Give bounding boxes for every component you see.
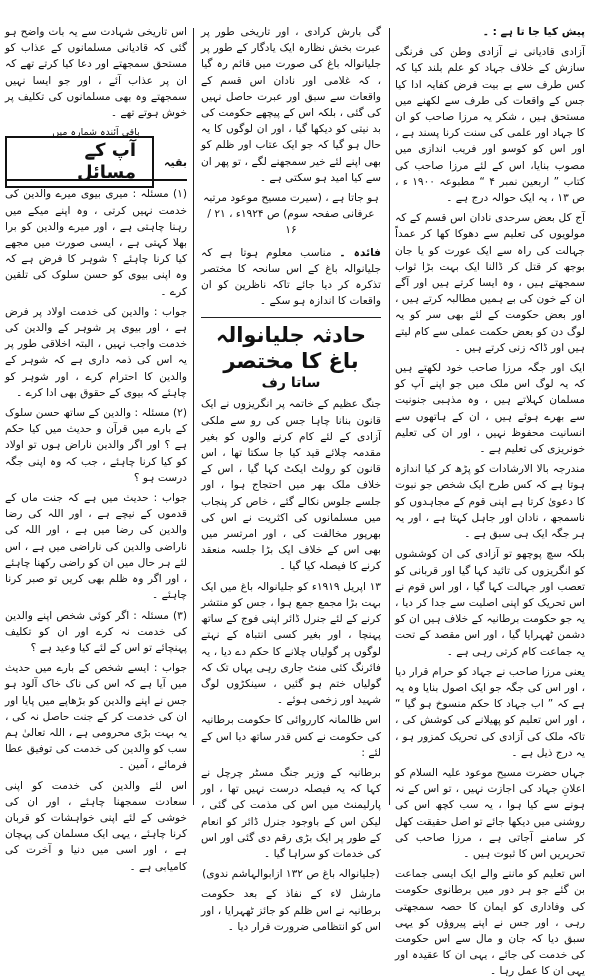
column-divider	[193, 28, 194, 805]
paragraph: اس ظالمانہ کارروائی کا حکومت برطانیہ کی حکومت نے کس قدر ساتھ دیا اس کے لئے :	[201, 714, 381, 759]
paragraph: اس تاریخی شہادت سے یہ بات واضح ہو گئی کہ قادیانی مسلمانوں کے عذاب کو مستحق سمجھتے اور دعا کیا کرتے تھے کہ ان پر عذاب آئے ، اور جو ایسا نہیں سمجھتے وہ بھی مسلمانوں کی تکلیف پر خوش ہوتے تھے ۔	[5, 26, 187, 120]
paragraph: جواب : حدیث میں ہے کہ جنت ماں کے قدموں کے نیچے ہے ، اور اللہ کی رضا والدین کی رضا میں ہے ، اور اللہ کی ناراضی والدین کی ناراضی میں ہے ، اس لئے ہر حال میں ان کو راضی رکھنا چاہئے ، اور اگر وہ ظلم بھی کریں تو صبر کرنا چاہئے ۔	[5, 492, 187, 602]
paragraph: (۱) مسئلہ : میری بیوی میرے والدین کی خدمت نہیں کرتی ، وہ اپنے میکے میں رہنا چاہتی ہے ، اور میرے والدین کو برا بھلا کہتی ہے ، ایسی صورت میں مجھے کیا کرنا چاہئے ؟ شوہر کا فرض ہے کہ وہ اپنی بیوی کو حسن سلوک کی تلقین کرے ۔	[5, 188, 187, 298]
continued-note: باقی آئندہ شمارہ میں	[52, 127, 140, 139]
article-byline: ساتا رف	[261, 375, 321, 392]
notice-text: مناسب معلوم ہوتا ہے کہ جلیانوالہ باغ کے اس سانحہ کا مختصر تذکرہ کر دیا جائے تاکہ ناظرین کو ان واقعات کا اندازہ ہو سکے ۔	[201, 246, 381, 308]
section-heading	[5, 140, 187, 184]
paragraph: مندرجہ بالا الارشادات کو پڑھ کر کیا اندازہ ہوتا ہے کہ کس طرح ایک شخص جو نبوت کا دعویٰ کرتا ہے اپنی قوم کے مجاہدوں کو ناسمجھ ، نادان اور جاہل کہتا ہے ، اور یہ ہر جگہ ایک ہی سبق ہے ۔	[395, 463, 585, 541]
citation-dateline: ہو جاتا ہے ، (سیرت مسیح موعود مرتبہ عرفانی صفحہ سوم) ص ۱۹۲۴ء ، ۲۱ / ۱۶	[203, 192, 379, 237]
middle-column	[196, 24, 386, 933]
citation: (جلیانوالہ باغ ص ۱۳۲ ازابوالہاشم ندوی)	[202, 868, 380, 881]
right-column	[390, 24, 590, 978]
paragraph: آج کل بعض سرحدی نادان اس قسم کے کہ مولویوں کی تعلیم سے دھوکا کھا کر عمداً جہالت کی راہ سے ایک عورت کو یا جان بوجھ کر قتل کر ڈالنا ایک بہت بڑا ثواب سمجھتے ہیں ، وہ ایسا کرتے ہیں اور آگے ان کے خون کی بے ہمیں مطالبہ کرتے ہیں ، اور بعض حکومت کے لئے بھی سر کو یہ لوگ دن کو بعض حکمت عملی سے کام لیتے ہیں اور ڈاکہ زنی کرتے ہیں ۔	[395, 212, 585, 354]
section-tag: بقیہ	[164, 155, 187, 169]
paragraph: جواب : والدین کی خدمت اولاد پر فرض ہے ، اور بیوی پر شوہر کے والدین کی خدمت واجب نہیں ، البتہ اخلاقی طور پر یہ اس کی ذمہ داری ہے کہ شوہر کے والدین کا احترام کرے ، اور شوہر کو چاہئے کہ بیوی کے حقوق بھی ادا کرے ۔	[5, 305, 187, 399]
left-column	[0, 24, 192, 873]
paragraph: گی بارش کرادی ، اور تاریخی طور پر عبرت بخش نظارہ ایک یادگار کے طور پر جلیانوالہ باغ کی صورت میں قائم رہ گیا ، کہ غلامی اور نادان اس قسم کے واقعات سے سبق اور عبرت حاصل نہیں کی گئی ، بلکہ اس کے پیچھے حکومت کی بد نیتی کو دیکھا گیا ، اور ان لوگوں کا یہ حال ہو گیا کہ جو ایک عتاب اور ظلم کو بھی اپنے لئے خیر سمجھنے لگے ، تو پھر ان سے کیا امید ہو سکتی ہے ۔	[201, 26, 381, 184]
paragraph: بلکہ سچ پوچھو تو آزادی کی ان کوششوں کو انگریزوں کی تائید کہا گیا اور قربانی کو تعصب اور جہالت کہا گیا ، اور اس قوم نے اس تحریک کو اپنی اصلیت سے جدا کر دیا ، یہ جو حکومت برطانیہ کے خلاف ہیں ان کو دشمن ٹھہرایا گیا ، اور اس مقصد کے تحت یہ جماعت کام کرتی رہی ہے ۔	[395, 548, 585, 658]
notice-lead: فائدہ ۔	[339, 246, 381, 259]
paragraph: (۳) مسئلہ : اگر کوئی شخص اپنے والدین کی خدمت نہ کرے اور ان کو تکلیف پہنچائے تو اس کے لئے کیا وعید ہے ؟	[5, 609, 187, 654]
paragraph: اس لئے والدین کی خدمت کو اپنی سعادت سمجھنا چاہئے ، اور ان کی خوشی کے لئے اپنی خواہشات کو قربان کرنا چاہئے ، یہی ایک مسلمان کی پہچان ہے ، اور اسی میں دنیا و آخرت کی کامیابی ہے ۔	[5, 779, 187, 873]
paragraph: جہاں حضرت مسیح موعود علیہ السلام کو اعلانِ جہاد کی اجازت نہیں ، تو اس کے نہ ہونے سے کیا ہوا ، یہ سب کچھ اس کی روشنی میں دیکھا جائے تو اصل حقیقت کھل کر سامنے آجاتی ہے ، مرزا صاحب کی تحریریں اس کا ثبوت ہیں ۔	[395, 766, 585, 860]
notice	[201, 245, 381, 310]
column-header: پیش کیا جا تا ہے : ۔	[482, 26, 585, 38]
paragraph: اس تعلیم کو ماننے والے ایک ایسی جماعت بن گئے جو ہر دور میں برطانوی حکومت کی وفاداری کو ایمان کا حصہ سمجھتی رہی ، اور جس نے اپنے پیروؤں کو یہی سبق دیا کہ جان و مال سے اس حکومت کی خدمت کی جائے ، یہی ان کا عقیدہ اور یہی ان کا عمل رہا ۔	[395, 868, 585, 978]
paragraph: برطانیہ کے وزیر جنگ مسٹر چرچل نے کہا کہ یہ فیصلہ درست نہیں تھا ، اور پارلیمنٹ میں اس کی مذمت کی گئی ، لیکن اس کے باوجود جنرل ڈائر کو انعام کے طور پر ایک بڑی رقم دی گئی اور اس کی خدمات کو سراہا گیا ۔	[201, 766, 381, 860]
paragraph: مارشل لاء کے نفاذ کے بعد حکومت برطانیہ نے اس ظلم کو جائز ٹھہرایا ، اور اس کو انتظامی ضرورت قرار دیا ۔	[201, 888, 381, 933]
article-headline: حادثہ جلیانوالہ باغ کا مختصر	[201, 317, 381, 374]
paragraph: یعنی مرزا صاحب نے جہاد کو حرام قرار دیا ، اور اس کی جگہ جو ایک اصول بنایا وہ یہ ہے کہ ” اب جہاد کا حکم منسوخ ہو گیا “ ، اور اس تعلیم کو پھیلانے کی کوشش کی ، تاکہ ملک کی آزادی کی تحریک کمزور ہو ، یہ درج ذیل ہے ۔	[395, 665, 585, 759]
paragraph: (۲) مسئلہ : والدین کے ساتھ حسن سلوک کے بارے میں قرآن و حدیث میں کیا حکم ہے ؟ اور اگر والدین ناراض ہوں تو اولاد کو کیا کرنا چاہئے ، جب کہ وہ اپنی جگہ درست ہو ؟	[5, 407, 187, 484]
column-divider	[389, 28, 390, 805]
paragraph: جنگ عظیم کے خاتمہ پر انگریزوں نے ایک قانون بنانا چاہا جس کی رو سے ملکی آزادی کے لئے کام کرنے والوں کو بغیر مقدمہ چلائے قید کیا جا سکتا تھا ، اس قانون کو رولٹ ایکٹ کہا گیا ، اس کے خلاف ملک بھر میں احتجاج ہوا ، اور جلسے جلوس نکالے گئے ، خاص کر پنجاب میں مسلمانوں کی اکثریت نے اس کی بھرپور مخالفت کی ، اور امرتسر میں بھی اس کے خلاف ایک بڑا جلسہ منعقد کرنے کا فیصلہ کیا گیا ۔	[201, 398, 381, 573]
paragraph: جواب : ایسے شخص کے بارے میں حدیث میں آیا ہے کہ اس کی ناک خاک آلود ہو جس نے اپنے والدین کو بڑھاپے میں پایا اور ان کی خدمت کر کے جنت حاصل نہ کی ، یہ بہت بڑی محرومی ہے ، اللہ تعالیٰ ہم سب کو والدین کی خدمت کی توفیق عطا فرمائے ، آمین ۔	[5, 662, 187, 772]
paragraph: ۱۳ اپریل ۱۹۱۹ء کو جلیانوالہ باغ میں ایک بہت بڑا مجمع جمع ہوا ، جس کو منتشر کرنے کے لئے جنرل ڈائر اپنی فوج کے ساتھ پہنچا ، اور بغیر کسی انتباہ کے نہتے لوگوں پر گولیاں چلانے کا حکم دے دیا ، یہ فائرنگ کئی منٹ جاری رہی یہاں تک کہ گولیاں ختم ہو گئیں ، سینکڑوں لوگ شہید اور زخمی ہوئے ۔	[201, 580, 381, 707]
section-title: آپ کے مسائل	[5, 136, 154, 188]
paragraph: ایک اور جگہ مرزا صاحب خود لکھتے ہیں کہ یہ لوگ اس ملک میں جو اپنے آپ کو مسلمان کہلاتے ہیں ، وہ مذہبی جنونیت سے بھرے ہوئے ہیں ، ان کے ہاتھوں سے انسانیت محفوظ نہیں ، اور ان کی تعلیم خونریزی کی تعلیم ہے ۔	[395, 362, 585, 456]
paragraph: آزادی قادیانی نے آزادی وطن کی فرنگی سازش کے خلاف جہاد کو علم بلند کیا کہ کس طرف سے بے بیت فرض کفایہ ادا کیا جس کے واقعات کی طرف سے لکھنے میں مستحق ہیں ، شکر یہ مرزا صاحب کو ان کا جہاد اور علمی کی سنت کرنا پسند ہے ، اور اس کو کوسو اور فریب اندازی میں مصوب بنایا، اس کے لئے مرزا صاحب کی کتاب ” اربعین نمبر ۴ “ مطبوعہ ۱۹۰۰ ء ، ص ۱۳ ، یہ ایک حوالہ درج ہے ۔	[395, 46, 585, 205]
